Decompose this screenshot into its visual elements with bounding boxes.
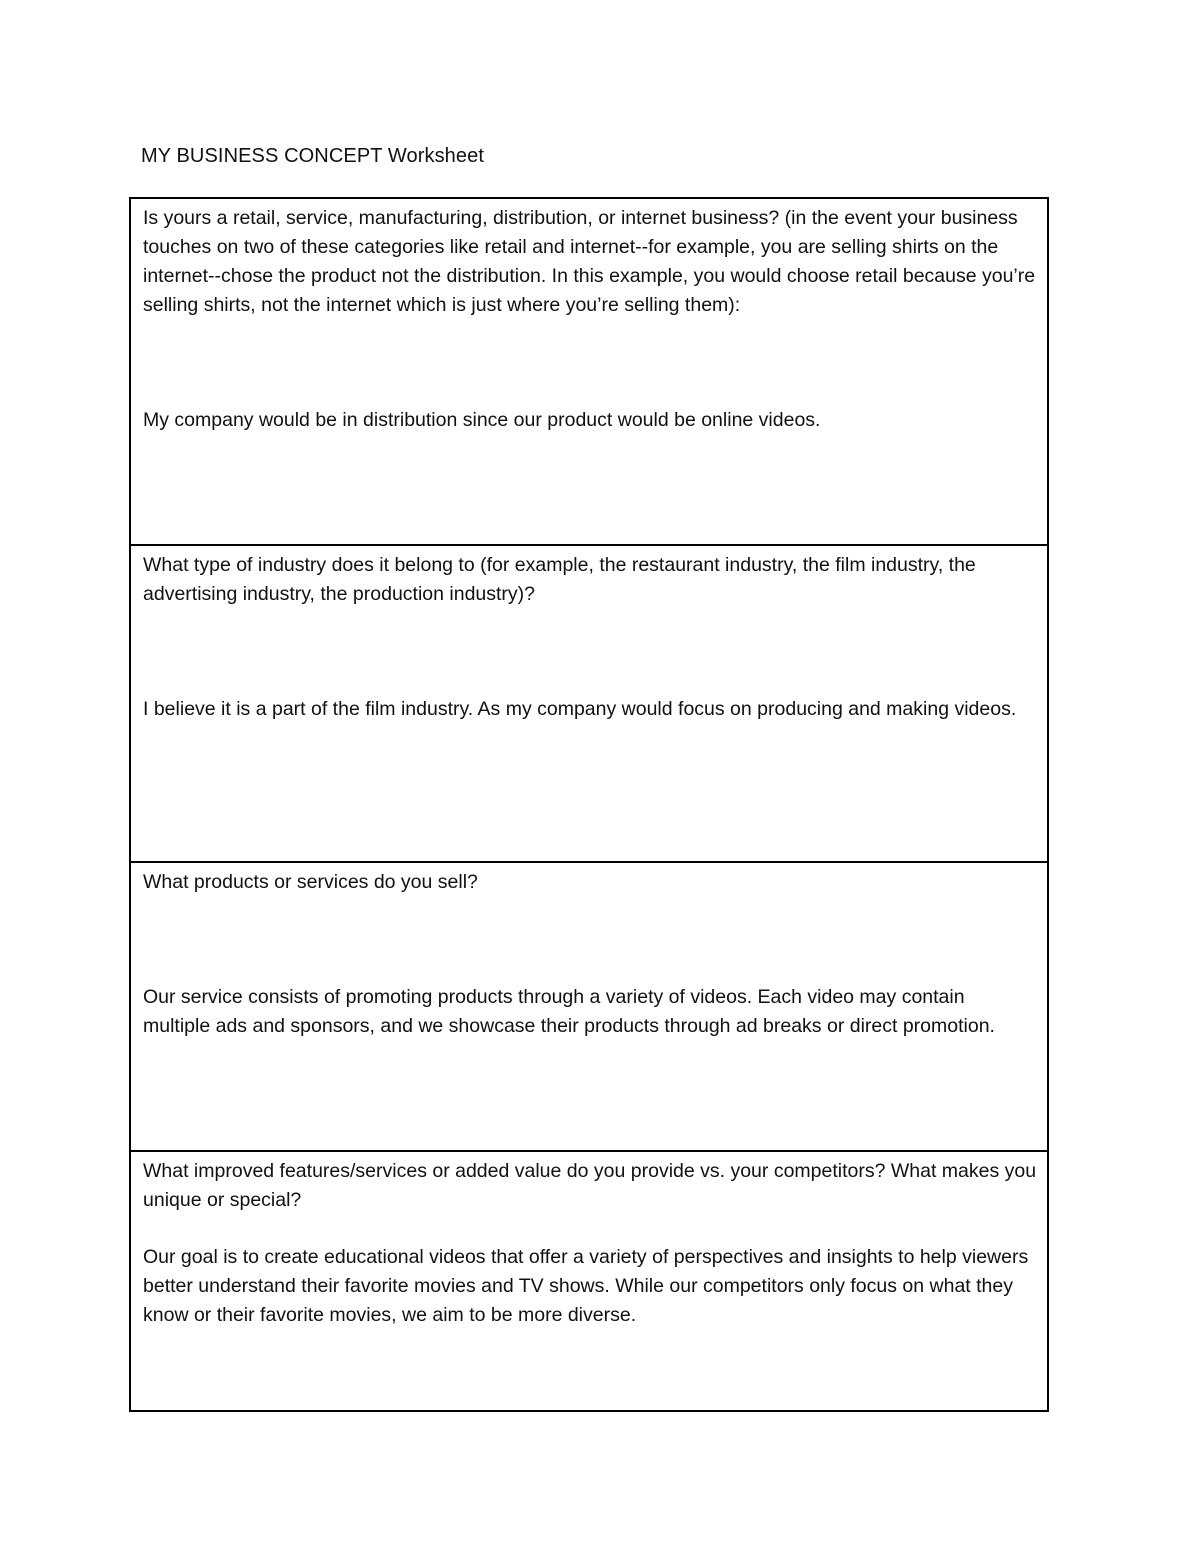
section-question: What products or services do you sell? (143, 871, 478, 893)
section-answer: My company would be in distribution since our product would be online videos. (143, 409, 821, 431)
worksheet-table (129, 197, 1049, 1412)
section-answer: I believe it is a part of the film industry. As my company would focus on producing and making videos. (143, 698, 1017, 720)
worksheet-section-industry (131, 546, 1047, 863)
section-question: Is yours a retail, service, manufacturing, distribution, or internet business? (in the event your business touches on two of these categories like retail and internet--for example, you are selling shirts on the internet--chose the product not the distribution. In this example, you would choose retail because you’re selling shirts, not the internet which is just where you’re selling them): (143, 207, 1036, 316)
worksheet-section-value (131, 1152, 1047, 1410)
page-title: MY BUSINESS CONCEPT Worksheet (141, 145, 484, 167)
worksheet-section-products (131, 863, 1047, 1152)
section-question: What type of industry does it belong to (for example, the restaurant industry, the film industry, the advertising industry, the production industry)? (143, 554, 976, 605)
worksheet-section-business-type (131, 199, 1047, 546)
section-answer: Our goal is to create educational videos that offer a variety of perspectives and insights to help viewers better understand their favorite movies and TV shows. While our competitors only focus on what they know or their favorite movies, we aim to be more diverse. (143, 1246, 1029, 1326)
section-answer: Our service consists of promoting products through a variety of videos. Each video may contain multiple ads and sponsors, and we showcase their products through ad breaks or direct promotion. (143, 986, 995, 1037)
section-question: What improved features/services or added value do you provide vs. your competitors? What makes you unique or special? (143, 1160, 1037, 1211)
